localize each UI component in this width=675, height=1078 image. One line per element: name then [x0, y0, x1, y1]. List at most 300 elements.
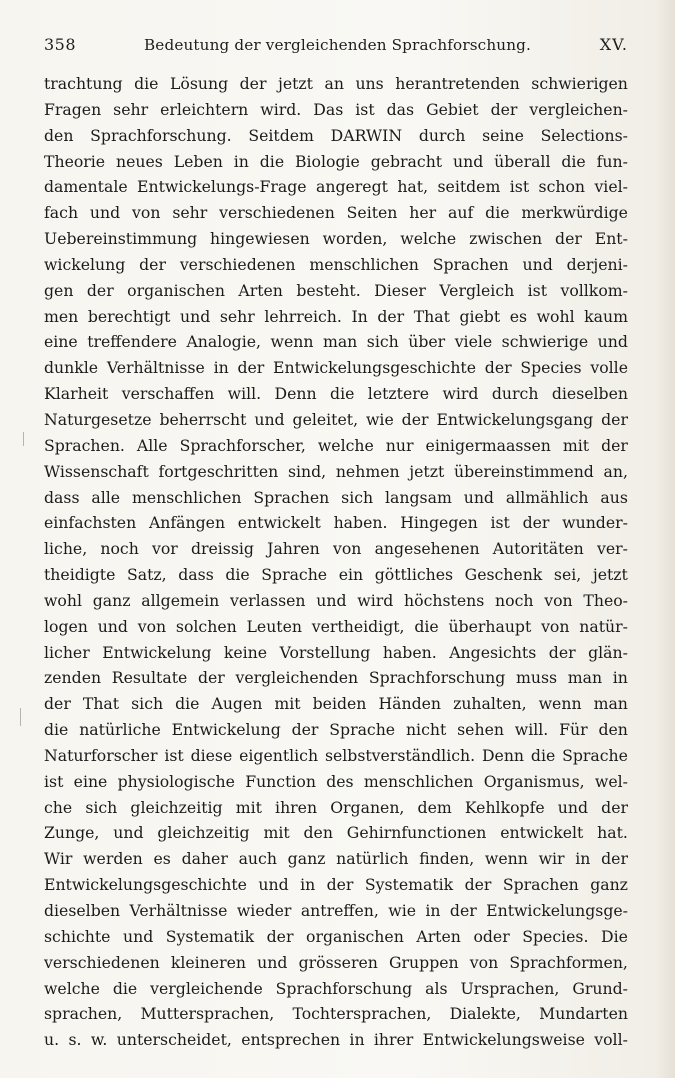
word: von	[469, 952, 499, 972]
word: Resultate	[111, 668, 188, 688]
word: Entwickelungs-Frage	[137, 177, 307, 197]
text-line	[44, 950, 628, 976]
word: Entwickelungsgeschichte	[273, 358, 477, 378]
text-line	[44, 976, 628, 1002]
word: erleichtern	[160, 99, 249, 119]
word: eine	[44, 332, 78, 352]
word: der	[601, 435, 628, 455]
word: jetzt	[409, 461, 445, 481]
word: Denn	[481, 745, 525, 765]
word: hat,	[397, 177, 429, 197]
word: neues	[116, 151, 163, 171]
text-line	[44, 381, 628, 407]
word: nicht	[405, 720, 447, 740]
word: Gruppen	[389, 952, 459, 972]
word: ist	[527, 280, 548, 300]
text-line	[44, 278, 628, 304]
word: hat.	[597, 823, 628, 843]
word: herantretenden	[395, 74, 520, 93]
word: Hingegen	[400, 513, 478, 533]
word: ihrer	[373, 1030, 414, 1050]
word: beherrscht	[159, 409, 247, 429]
word: daher	[181, 849, 228, 869]
word: Naturgesetze	[44, 409, 152, 429]
word: sei,	[553, 565, 582, 585]
word: angeregt	[316, 177, 388, 197]
word: die	[44, 720, 69, 740]
word: sich	[131, 694, 164, 714]
word: der	[555, 229, 582, 249]
page-header	[44, 35, 628, 59]
word: Entwickelungsgang	[436, 409, 594, 429]
text-line	[44, 123, 628, 149]
word: Die	[601, 926, 628, 946]
word: von	[541, 616, 570, 636]
word: wird.	[260, 99, 302, 119]
word: wunder-	[562, 513, 628, 533]
word: Organismus,	[483, 771, 585, 791]
word: zwischen	[469, 229, 543, 249]
word: sich	[366, 332, 399, 352]
word: Species.	[522, 926, 589, 946]
word: viele	[454, 332, 493, 352]
word: an	[324, 74, 344, 93]
word: Systematik	[165, 926, 255, 946]
word: wel-	[594, 771, 628, 791]
word: Alle	[136, 435, 168, 455]
word: dieselben	[44, 901, 121, 920]
word: von	[132, 203, 161, 223]
word: her	[409, 203, 437, 223]
word: Denn	[274, 384, 317, 404]
word: keine	[223, 642, 268, 662]
word: wickelung	[44, 254, 126, 274]
word: und	[113, 823, 144, 843]
word: der	[484, 358, 512, 378]
word: natürlich	[336, 849, 409, 869]
word: in	[612, 668, 628, 688]
word: dieselben	[551, 384, 628, 404]
word: sehen	[457, 720, 504, 740]
word: die	[225, 565, 250, 585]
word: nehmen	[335, 461, 400, 481]
word: fach	[44, 203, 79, 223]
word: volle	[590, 358, 628, 378]
word: Kehlkopfe	[464, 797, 545, 817]
word: wird	[442, 384, 479, 404]
word: Wissenschaft	[44, 461, 149, 481]
word: kaum	[584, 306, 628, 326]
text-line	[44, 71, 628, 97]
word: hingewiesen	[210, 229, 310, 249]
word: die	[530, 745, 556, 765]
word: der	[239, 74, 267, 93]
word: fun-	[596, 151, 628, 171]
word: gleichzeitig	[130, 797, 223, 817]
word: DARWIN	[330, 125, 403, 145]
word: zenden	[44, 668, 102, 688]
word: That	[413, 306, 450, 326]
text-line	[44, 174, 628, 200]
word: Augen	[211, 694, 263, 714]
word: Seiten	[346, 203, 398, 223]
word: eigentlich	[239, 745, 319, 765]
word: organischen	[306, 926, 404, 946]
word: vergleichende	[150, 978, 263, 998]
word: Sprachforschung	[275, 978, 413, 998]
word: jetzt	[592, 565, 628, 585]
word: Anfängen	[148, 513, 226, 533]
word: der	[601, 797, 628, 817]
word: mit	[235, 797, 262, 817]
word: s.	[68, 1030, 82, 1050]
word: überhaupt	[448, 616, 532, 636]
text-line	[44, 304, 628, 330]
word: vertheidigt,	[311, 616, 405, 636]
word: auf	[448, 203, 474, 223]
text-line	[44, 614, 628, 640]
text-line	[44, 433, 628, 459]
word: welche	[44, 978, 100, 998]
word: men	[44, 306, 79, 326]
word: Arten	[416, 926, 461, 946]
text-line	[44, 640, 628, 666]
word: der	[44, 694, 71, 714]
word: Seitdem	[248, 125, 314, 145]
word: Theo-	[583, 590, 628, 610]
word: wieder	[236, 901, 292, 920]
word: sprachen,	[44, 1004, 123, 1024]
word: Sprachen	[502, 875, 579, 895]
word: alle	[91, 487, 121, 507]
word: Selections-	[540, 125, 628, 145]
word: vergleichen-	[529, 99, 628, 119]
word: das	[386, 99, 415, 119]
word: muss	[516, 668, 558, 688]
word: Sprache	[261, 565, 328, 585]
chapter-number: XV.	[599, 35, 628, 54]
word: Verhältnisse	[106, 358, 205, 378]
word: der	[601, 409, 628, 429]
word: und	[89, 203, 121, 223]
word: Entwickelungsge-	[486, 901, 628, 920]
word: der	[377, 306, 405, 326]
word: Klarheit	[44, 384, 109, 404]
word: sich	[341, 487, 374, 507]
word: gen	[44, 280, 74, 300]
text-line	[44, 97, 628, 123]
word: schwierigen	[531, 74, 628, 93]
word: Entwickelung	[171, 720, 281, 740]
word: lehrreich.	[264, 306, 342, 326]
word: menschlichen	[131, 487, 242, 507]
page-number: 358	[44, 35, 77, 54]
word: Wir	[44, 849, 73, 869]
running-title: Bedeutung der vergleichenden Sprachforschung.	[144, 36, 531, 54]
text-line	[44, 149, 628, 175]
word: che	[44, 797, 73, 817]
word: Sprache	[562, 745, 628, 765]
word: in	[213, 358, 229, 378]
word: haben.	[333, 513, 388, 533]
word: grösseren	[298, 952, 378, 972]
word: es	[509, 306, 528, 326]
word: vollkom-	[560, 280, 628, 300]
word: der	[139, 254, 166, 274]
word: die	[561, 151, 586, 171]
word: selbstverständlich.	[324, 745, 476, 765]
word: wenn	[484, 849, 528, 869]
word: worden,	[322, 229, 388, 249]
text-line	[44, 846, 628, 872]
word: Muttersprachen,	[140, 1004, 275, 1024]
word: Biologie	[295, 151, 360, 171]
word: letztere	[367, 384, 430, 404]
word: organischen	[127, 280, 225, 300]
word: u.	[44, 1030, 60, 1050]
word: Naturforscher	[44, 745, 158, 765]
word: will.	[514, 720, 549, 740]
word: der	[601, 849, 628, 869]
word: Leuten	[246, 616, 302, 636]
word: die	[134, 74, 159, 93]
word: licher	[44, 642, 90, 662]
word: verlassen	[230, 590, 306, 610]
word: der	[266, 926, 294, 946]
word: will.	[227, 384, 262, 404]
word: und	[463, 487, 494, 507]
word: von	[544, 590, 573, 610]
word: Systematik	[364, 875, 454, 895]
word: Grund-	[572, 978, 628, 998]
word: besteht.	[296, 280, 361, 300]
word: Gehirnfunctionen	[346, 823, 487, 843]
text-line	[44, 485, 628, 511]
word: oder	[473, 926, 510, 946]
word: es	[153, 849, 171, 869]
word: Species	[520, 358, 582, 378]
word: haben.	[382, 642, 437, 662]
word: durch	[491, 384, 539, 404]
word: Entwickelungsweise	[422, 1030, 585, 1050]
word: Mundarten	[539, 1004, 628, 1024]
word: verschiedenen	[44, 952, 160, 972]
word: dass	[44, 487, 80, 507]
text-line	[44, 226, 628, 252]
word: den	[44, 125, 74, 145]
word: werden	[83, 849, 143, 869]
word: der	[449, 901, 477, 920]
word: Sprache	[329, 720, 396, 740]
word: mit	[274, 694, 301, 714]
word: schon	[538, 177, 586, 197]
word: mit	[263, 823, 290, 843]
word: giebt	[459, 306, 501, 326]
word: göttliches	[374, 565, 454, 585]
word: durch	[418, 125, 466, 145]
word: ist	[355, 99, 375, 119]
word: ist	[509, 177, 530, 197]
text-line	[44, 329, 628, 355]
word: schichte	[44, 926, 111, 946]
word: ganz	[287, 849, 326, 869]
text-line	[44, 795, 628, 821]
text-line	[44, 459, 628, 485]
word: schwierige	[501, 332, 589, 352]
word: und	[180, 306, 211, 326]
word: und	[522, 254, 553, 274]
word: uns	[355, 74, 384, 93]
text-line	[44, 1001, 628, 1027]
word: die	[485, 203, 510, 223]
word: die	[330, 384, 355, 404]
word: des	[326, 771, 354, 791]
word: eine	[73, 771, 108, 791]
word: von	[332, 539, 362, 559]
word: natür-	[579, 616, 628, 636]
word: jetzt	[277, 74, 313, 93]
word: Lösung	[169, 74, 229, 93]
word: welche	[317, 435, 374, 455]
word: mit	[562, 435, 590, 455]
word: entsprechen	[241, 1030, 341, 1050]
word: gleichzeitig	[157, 823, 250, 843]
word: menschlichen	[363, 771, 474, 791]
word: und	[97, 616, 128, 636]
text-line	[44, 898, 628, 924]
word: aus	[600, 487, 628, 507]
word: überall	[494, 151, 551, 171]
word: menschlichen	[309, 254, 419, 274]
word: angesehenen	[374, 539, 480, 559]
word: berechtigt	[87, 306, 171, 326]
text-line	[44, 252, 628, 278]
word: und	[316, 590, 347, 610]
word: Sprachforscher,	[179, 435, 306, 455]
word: gebracht	[370, 151, 443, 171]
word: noch	[100, 539, 139, 559]
margin-mark	[23, 432, 24, 446]
word: und	[453, 151, 484, 171]
word: in	[575, 849, 591, 869]
word: beiden	[312, 694, 367, 714]
word: diese	[190, 745, 233, 765]
word: physiologische	[117, 771, 235, 791]
word: Entwickelung	[102, 642, 212, 662]
word: That	[82, 694, 120, 714]
word: Function	[245, 771, 316, 791]
word: übereinstimmend	[453, 461, 594, 481]
word: ist	[44, 771, 64, 791]
word: der	[490, 99, 518, 119]
word: und	[557, 797, 589, 817]
word: logen	[44, 616, 88, 636]
text-line	[44, 200, 628, 226]
word: finden,	[419, 849, 475, 869]
word: seine	[482, 125, 524, 145]
word: allmählich	[505, 487, 589, 507]
body-text	[44, 71, 628, 1053]
text-line	[44, 407, 628, 433]
word: der	[401, 409, 429, 429]
word: verschiedenen	[179, 254, 296, 274]
word: voll-	[594, 1030, 628, 1050]
word: Geschenk	[464, 565, 543, 585]
text-line	[44, 1027, 628, 1053]
word: dem	[417, 797, 452, 817]
word: kleineren	[170, 952, 246, 972]
text-line	[44, 820, 628, 846]
word: geleitet,	[292, 409, 359, 429]
word: derjeni-	[566, 254, 628, 274]
word: unterscheidet,	[116, 1030, 232, 1050]
word: Tochtersprachen,	[292, 1004, 432, 1024]
word: glän-	[588, 642, 628, 662]
word: ist	[490, 513, 510, 533]
word: Sprachen.	[44, 435, 125, 455]
word: Gebiet	[426, 99, 479, 119]
word: wohl	[44, 590, 82, 610]
word: wie	[366, 409, 394, 429]
text-line	[44, 924, 628, 950]
word: ihren	[275, 797, 318, 817]
word: seitdem	[437, 177, 501, 197]
word: und	[122, 926, 154, 946]
word: und	[257, 952, 288, 972]
word: wird	[357, 590, 394, 610]
word: dass	[178, 565, 214, 585]
word: antreffen,	[300, 901, 379, 920]
word: Sprachforschung.	[90, 125, 232, 145]
word: Entwickelungsgeschichte	[44, 875, 247, 895]
word: Ursprachen,	[460, 978, 560, 998]
word: Organen,	[330, 797, 405, 817]
word: sehr	[113, 99, 149, 119]
word: man	[322, 332, 358, 352]
text-line	[44, 562, 628, 588]
word: dreissig	[190, 539, 254, 559]
word: wenn	[270, 332, 314, 352]
word: langsam	[385, 487, 452, 507]
word: der	[197, 668, 225, 688]
word: und	[254, 409, 285, 429]
word: ver-	[596, 539, 628, 559]
word: den	[598, 720, 628, 740]
word: solchen	[175, 616, 237, 636]
text-line	[44, 872, 628, 898]
word: in	[349, 1030, 365, 1050]
word: Satz,	[127, 565, 167, 585]
word: der	[291, 720, 319, 740]
word: Händen	[378, 694, 442, 714]
word: Uebereinstimmung	[44, 229, 198, 249]
word: Leben	[173, 151, 223, 171]
word: fortgeschritten	[158, 461, 279, 481]
word: Zunge,	[44, 823, 100, 843]
word: liche,	[44, 539, 88, 559]
text-line	[44, 691, 628, 717]
word: der	[237, 358, 265, 378]
word: vor	[151, 539, 178, 559]
word: sehr	[219, 306, 255, 326]
word: Sprachforschung	[368, 668, 506, 688]
word: der	[86, 280, 114, 300]
word: höchstens	[404, 590, 485, 610]
word: man	[567, 668, 603, 688]
word: in	[233, 151, 249, 171]
word: Autoritäten	[492, 539, 584, 559]
word: über	[408, 332, 446, 352]
